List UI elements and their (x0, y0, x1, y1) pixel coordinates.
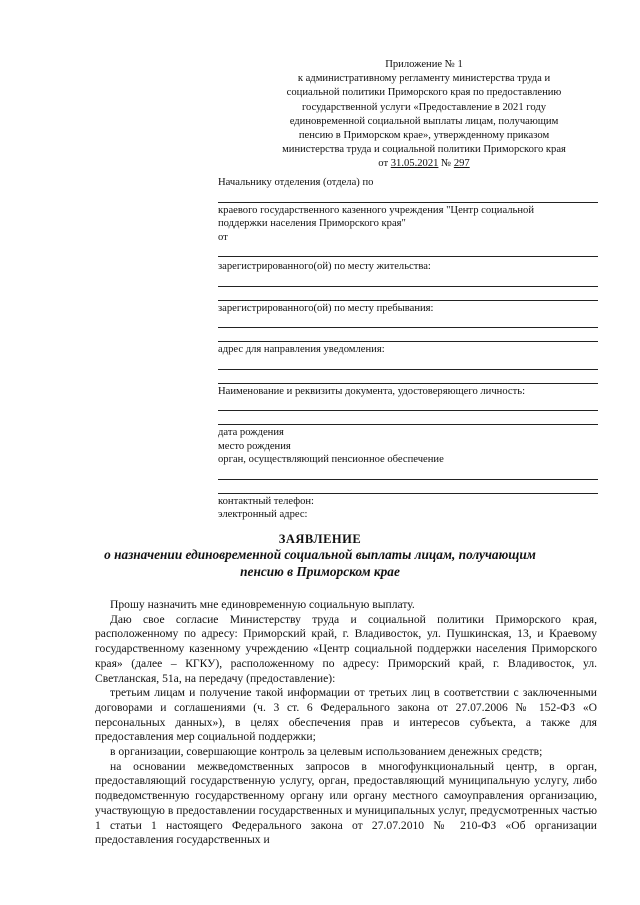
residence-field[interactable] (218, 260, 598, 274)
appendix-line: пенсию в Приморском крае», утвержденному приказом (298, 130, 550, 142)
body-paragraph: третьим лицам и получение такой информации от третьих лиц в соответствии с заключенными договорами и соглашениями (ч. 3 ст. 6 Федерального закона от 27.07.2006 № 152-ФЗ «О персональных данных»), в целях обеспечения прав и интересов субъекта, а также для предоставления мер социальной поддержки; (95, 686, 597, 744)
phone-field[interactable] (218, 495, 598, 509)
birth-place-field[interactable] (218, 440, 598, 454)
from-label: от (218, 232, 231, 243)
blank-line[interactable] (218, 329, 598, 342)
appendix-line: государственной услуги «Предоставление в 2021 году (301, 101, 547, 113)
blank-line[interactable] (218, 288, 598, 301)
appendix-line: Приложение № 1 (385, 59, 463, 70)
blank-line[interactable] (218, 274, 598, 287)
birth-place-label: место рождения (218, 441, 294, 452)
blank-line[interactable] (218, 357, 598, 370)
appendix-line: к административному регламенту министерства труда и (297, 73, 551, 85)
blank-line[interactable] (218, 315, 598, 328)
id-document-field[interactable] (218, 385, 598, 399)
pension-org-field[interactable] (218, 453, 598, 467)
email-label: электронный адрес: (218, 509, 310, 520)
order-number: 297 (453, 158, 470, 170)
appendix-line: единовременной социальной выплаты лицам, получающим (289, 115, 559, 127)
institution-line: краевого государственного казенного учреждения "Центр социальной (218, 204, 598, 218)
pension-org-label: орган, осуществляющий пенсионное обеспечение (218, 454, 447, 465)
title-subheading: о назначении единовременной социальной выплаты лицам, получающим (104, 547, 536, 562)
id-document-label: Наименование и реквизиты документа, удостоверяющего личность: (218, 386, 528, 397)
blank-line[interactable] (218, 371, 598, 384)
birth-date-field[interactable] (218, 426, 598, 440)
appendix-line: министерства труда и социальной политики Приморского края (282, 144, 566, 156)
birth-date-label: дата рождения (218, 427, 287, 438)
email-field[interactable] (218, 508, 598, 522)
document-title (90, 531, 550, 580)
stay-label: зарегистрированного(ой) по месту пребывания: (218, 303, 437, 314)
appendix-line: социальной политики Приморского края по предоставлению (286, 87, 562, 99)
body-paragraph: Прошу назначить мне единовременную социальную выплату. (110, 598, 415, 611)
order-date-line: от 31.05.2021 № 297 (378, 158, 470, 170)
stay-field[interactable] (218, 302, 598, 316)
application-body (95, 598, 597, 848)
from-field[interactable] (218, 231, 598, 245)
blank-line[interactable] (218, 467, 598, 480)
body-paragraph: в организации, совершающие контроль за целевым использованием денежных средств; (110, 745, 543, 759)
institution-line: поддержки населения Приморского края" (218, 217, 598, 231)
appendix-header (256, 58, 592, 172)
order-date: 31.05.2021 (390, 158, 439, 170)
notice-address-field[interactable] (218, 343, 598, 357)
department-head-label: Начальнику отделения (отдела) по (218, 177, 376, 188)
body-paragraph: на основании межведомственных запросов в многофункциональный центр, в орган, предоставляющий государственную услугу, орган, предоставляющий муниципальную услугу, либо подведомственную государственному органу или органу местного самоуправления организацию, участвующую в предоставлении государственных и муниципальных услуг, предусмотренных частью 1 статьи 1 настоящего Федерального закона от 27.07.2010 № 210-ФЗ «Об организации предоставления государственных и (95, 759, 597, 847)
applicant-form (218, 176, 598, 522)
notice-address-label: адрес для направления уведомления: (218, 344, 388, 355)
body-paragraph: Даю свое согласие Министерству труда и социальной политики Приморского края, расположенному по адресу: Приморский край, г. Владивосток, ул. Пушкинская, 13, и Краевому государственному казенному учреждению «Центр социальной поддержки населения Приморского края» (далее – КГКУ), расположенному по адресу: Приморский край, г. Владивосток, ул. Светланская, 51а, на передачу (предоставление): (95, 612, 597, 685)
department-head-field[interactable] (218, 176, 598, 190)
blank-line[interactable] (218, 412, 598, 425)
blank-line[interactable] (218, 244, 598, 257)
residence-label: зарегистрированного(ой) по месту жительства: (218, 261, 434, 272)
title-subheading: пенсию в Приморском крае (240, 563, 400, 579)
blank-line[interactable] (218, 398, 598, 411)
title-heading: ЗАЯВЛЕНИЕ (278, 532, 362, 546)
blank-line[interactable] (218, 481, 598, 494)
blank-line[interactable] (218, 190, 598, 203)
phone-label: контактный телефон: (218, 496, 317, 507)
